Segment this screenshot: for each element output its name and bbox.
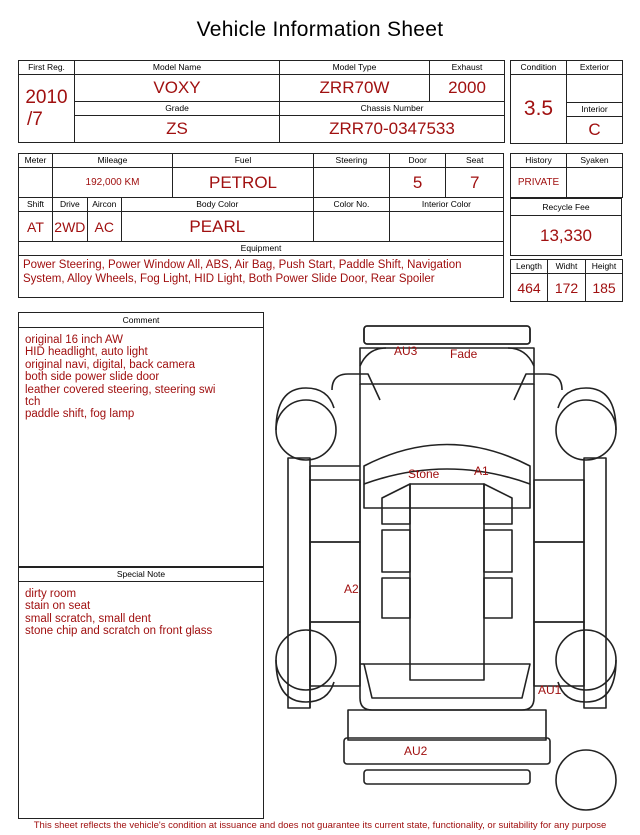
meter-value (19, 168, 53, 198)
comment-line: paddle shift, fog lamp (25, 408, 135, 421)
first-reg-month: /7 (27, 108, 43, 130)
recycle-fee-table (510, 198, 622, 256)
aircon-label: Aircon (87, 198, 121, 212)
front-left-wheel (276, 400, 336, 460)
interior-label: Interior (567, 103, 623, 117)
special-note-line: dirty room (25, 588, 77, 600)
car-diagram (268, 318, 624, 818)
door-value: 5 (389, 168, 446, 198)
shift-label: Shift (19, 198, 53, 212)
comment-line: both side power slide door (25, 371, 160, 384)
front-bumper (364, 326, 530, 344)
body-outline (360, 384, 534, 710)
damage-a1: A1 (474, 464, 489, 478)
front-right-wheel (556, 400, 616, 460)
equipment-value: Power Steering, Power Window All, ABS, Air Bag, Push Start, Paddle Shift, Navigation System, Alloy Wheels, Fog Light, HID Light, Both Power Slide Door, Rear Spoiler (19, 256, 504, 298)
disclaimer-footer: This sheet reflects the vehicle's condition at issuance and does not guarantee its current state, functionality, or suitability for any purpose (33, 820, 607, 831)
windshield (364, 445, 530, 485)
seat-label: Seat (446, 154, 504, 168)
chassis-number-label: Chassis Number (280, 102, 505, 116)
comment-line: leather covered steering, steering swi (25, 383, 216, 396)
exhaust-label: Exhaust (430, 61, 505, 75)
rear-left-wheel (276, 630, 336, 690)
condition-table (510, 60, 623, 144)
rear-bumper (344, 738, 550, 764)
fuel-value: PETROL (173, 168, 314, 198)
roof (410, 484, 484, 680)
length-value: 464 (511, 274, 548, 302)
special-note-line: stain on seat (25, 600, 91, 613)
comment-line: HID headlight, auto light (25, 346, 148, 359)
comment-line: tch (25, 396, 41, 409)
meter-label: Meter (19, 154, 53, 168)
steering-value (313, 168, 389, 198)
seat-value: 7 (446, 168, 504, 198)
drive-label: Drive (52, 198, 87, 212)
grade-value: ZS (75, 116, 280, 143)
exterior-label: Exterior (567, 61, 623, 75)
spec-table (18, 153, 504, 298)
comment-label: Comment (19, 313, 263, 328)
drive-value: 2WD (52, 212, 87, 242)
color-no-value (313, 212, 389, 242)
first-reg-value (19, 75, 75, 143)
body-color-label: Body Color (121, 198, 313, 212)
length-label: Length (511, 260, 548, 274)
mileage-value: 192,000 KM (52, 168, 172, 198)
condition-value: 3.5 (511, 75, 567, 144)
width-label: Widht (548, 260, 586, 274)
height-value: 185 (586, 274, 623, 302)
special-note-box (18, 566, 264, 819)
first-reg-label: First Reg. (19, 61, 75, 75)
dimensions-table (510, 259, 623, 302)
chassis-number-value: ZRR70-0347533 (280, 116, 505, 143)
model-name-label: Model Name (75, 61, 280, 75)
width-value: 172 (548, 274, 586, 302)
model-type-value: ZRR70W (280, 75, 430, 102)
recycle-fee-value: 13,330 (511, 216, 622, 256)
comment-box (18, 312, 264, 568)
special-note-line: small scratch, small dent (25, 612, 151, 625)
damage-fade: Fade (450, 347, 478, 361)
grade-label: Grade (75, 102, 280, 116)
shift-value: AT (19, 212, 53, 242)
model-type-label: Model Type (280, 61, 430, 75)
rear-right-wheel (556, 630, 616, 690)
syaken-label: Syaken (567, 154, 623, 168)
damage-au2: AU2 (404, 744, 428, 758)
interior-color-label: Interior Color (389, 198, 503, 212)
condition-label: Condition (511, 61, 567, 75)
model-name-value: VOXY (75, 75, 280, 102)
comment-text (19, 328, 263, 427)
first-reg-year: 2010 (25, 86, 68, 108)
fuel-label: Fuel (173, 154, 314, 168)
recycle-fee-label: Recycle Fee (511, 199, 622, 216)
interior-color-value (389, 212, 503, 242)
spare-wheel (556, 750, 616, 810)
syaken-value (567, 168, 623, 198)
special-note-text (19, 582, 263, 644)
special-note-line: stone chip and scratch on front glass (25, 625, 213, 638)
door-label: Door (389, 154, 446, 168)
exterior-value (567, 75, 623, 103)
comment-line: original 16 inch AW (25, 334, 124, 346)
comment-line: original navi, digital, back camera (25, 358, 196, 371)
aircon-value: AC (87, 212, 121, 242)
sheet-title: Vehicle Information Sheet (196, 18, 444, 41)
color-no-label: Color No. (313, 198, 389, 212)
equipment-label: Equipment (19, 242, 504, 256)
damage-au1: AU1 (538, 683, 562, 697)
interior-value: C (567, 117, 623, 144)
special-note-label: Special Note (19, 566, 263, 582)
steering-label: Steering (313, 154, 389, 168)
height-label: Height (586, 260, 623, 274)
history-table (510, 153, 623, 198)
damage-stone: Stone (408, 467, 440, 481)
hood-outline (360, 348, 534, 384)
rear-window (364, 664, 530, 698)
damage-au3: AU3 (394, 344, 418, 358)
exhaust-value: 2000 (430, 75, 505, 102)
mileage-label: Mileage (52, 154, 172, 168)
history-label: History (511, 154, 567, 168)
vehicle-info-table (18, 60, 505, 143)
body-color-value: PEARL (121, 212, 313, 242)
history-value: PRIVATE (511, 168, 567, 198)
damage-a2: A2 (344, 582, 359, 596)
